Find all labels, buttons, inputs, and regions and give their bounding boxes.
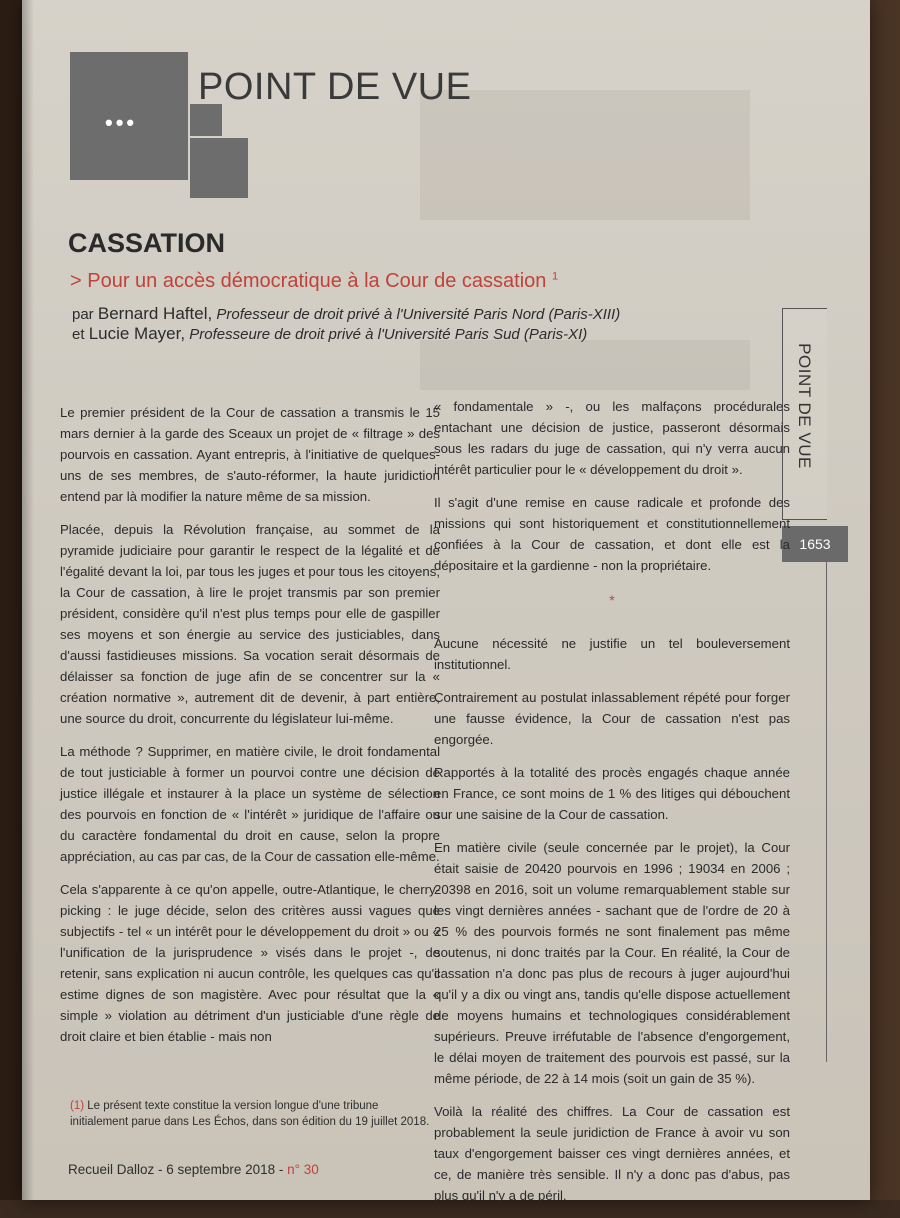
header-title: POINT DE VUE xyxy=(198,66,472,108)
logo-square-medium xyxy=(190,138,248,198)
section-title: CASSATION xyxy=(68,228,226,258)
subtitle-text: > Pour un accès démocratique à la Cour de cassation xyxy=(70,270,547,292)
section-separator: * xyxy=(609,592,615,608)
author-name: Lucie Mayer, xyxy=(88,324,186,343)
author-prefix: et xyxy=(72,326,89,343)
paragraph: Rapportés à la totalité des procès engagés chaque année en France, ce sont moins de 1 % des litiges qui débouchent sur une saisine de la Cour de cassation. xyxy=(434,765,790,822)
footnote-number: (1) xyxy=(70,1100,85,1112)
paragraph: Placée, depuis la Révolution française, au sommet de la pyramide judiciaire pour garantir le respect de la légalité et de l'égalité devant la loi, par tous les juges et pour tous les citoyens, la Cour de cassation, à lire le projet transmis par son premier président, considère qu'il n'est plus temps pour elle de gaspiller ses moyens et son énergie au service des justiciables, dans d'aussi fastidieuses missions. Sa vocation serait désormais de délaisser sa fonction de juge afin de se concentrer sur la « création normative », autrement dit de devenir, à part entière, une source du droit, concurrente du législateur lui-même. xyxy=(60,522,440,726)
paragraph: Aucune nécessité ne justifie un tel bouleversement institutionnel. xyxy=(434,636,790,672)
footnote xyxy=(70,1098,430,1130)
subtitle-footnote-mark: 1 xyxy=(551,270,559,283)
logo-dots: ••• xyxy=(105,110,138,135)
footer-journal: Recueil Dalloz - 6 septembre 2018 - xyxy=(68,1162,288,1177)
author-line xyxy=(72,324,620,344)
paragraph: Le premier président de la Cour de cassation a transmis le 15 mars dernier à la garde des Sceaux un projet de « filtrage » des pourvois en cassation. Ayant entrepris, à l'initiative de quelques-uns de ses membres, de s'auto-réformer, la haute juridiction entend par là modifier la nature même de sa mission. xyxy=(60,405,440,504)
paragraph: « fondamentale » -, ou les malfaçons procédurales entachant une décision de justice, passeront désormais sous les radars du juge de cassation, qui n'y verra aucun intérêt particulier pour le « développement du droit ». xyxy=(434,399,790,477)
paragraph: Cela s'apparente à ce qu'on appelle, outre-Atlantique, le cherry-picking : le juge décide, selon des critères aussi vagues que subjectifs - tel « un intérêt pour le développement du droit » ou « l'unification de la jurisprudence » visés dans le projet -, de retenir, sans explication ni aucun contrôle, les quelques cas qu'il estime dignes de son magistère. Avec pour résultat que la « simple » violation au détriment d'un justiciable d'une règle de droit claire et bien établie - mais non xyxy=(60,882,440,1044)
page-fold-shadow xyxy=(22,0,34,1200)
authors xyxy=(72,304,620,344)
author-prefix: par xyxy=(72,306,98,323)
footer-issue: n° 30 xyxy=(287,1162,319,1177)
footnote-text: Le présent texte constitue la version longue d'une tribune initialement parue dans Les Échos, dans son édition du 19 juillet 2018. xyxy=(70,1100,430,1128)
right-column xyxy=(434,396,790,1218)
side-tab-label: POINT DE VUE xyxy=(795,343,814,469)
page-number: 1653 xyxy=(782,526,848,562)
paragraph: La méthode ? Supprimer, en matière civile, le droit fondamental de tout justiciable à former un pourvoi contre une décision de justice illégale et instaurer à la place un système de sélection des pourvois en fonction de « l'intérêt » juridique de l'affaire ou du caractère fondamental du droit en cause, selon la propre appréciation, au cas par cas, de la Cour de cassation elle-même. xyxy=(60,744,440,864)
side-rule xyxy=(826,562,827,1062)
author-title: Professeure de droit privé à l'Université Paris Sud (Paris-XI) xyxy=(189,326,588,343)
show-through-block xyxy=(420,90,750,220)
paragraph: Il s'agit d'une remise en cause radicale et profonde des missions qui sont historiquement et constitutionnellement confiées à la Cour de cassation, et dont elle est la dépositaire et la gardienne - non la propriétaire. xyxy=(434,495,790,573)
author-line xyxy=(72,304,620,324)
paragraph: En matière civile (seule concernée par le projet), la Cour était saisie de 20420 pourvois en 1996 ; 19034 en 2006 ; 20398 en 2016, soit un volume remarquablement stable sur les vingt dernières années - sachant que de l'ordre de 20 à 25 % des pourvois formés ne sont finalement pas même soutenus, ni donc traités par la Cour. En réalité, la Cour de cassation n'a donc pas plus de recours à juger aujourd'hui qu'il y a dix ou vingt ans, tandis qu'elle dispose actuellement de moyens humains et technologiques considérablement supérieurs. Preuve irréfutable de l'absence d'engorgement, le délai moyen de traitement des pourvois est passé, sur la même période, de 22 à 14 mois (soit un gain de 35 %). xyxy=(434,840,790,1086)
page-footer xyxy=(68,1162,319,1177)
paragraph: Voilà la réalité des chiffres. La Cour de cassation est probablement la seule juridiction de France à avoir vu son taux d'engorgement baisser ces vingt dernières années, et ce, de manière très sensible. Il n'y a donc pas d'abus, pas plus qu'il n'y a de péril. xyxy=(434,1104,790,1203)
show-through-block xyxy=(420,340,750,390)
paragraph: Contrairement au postulat inlassablement répété pour forger une fausse évidence, la Cour de cassation n'est pas engorgée. xyxy=(434,690,790,747)
article-subtitle xyxy=(70,270,558,293)
left-column xyxy=(60,402,440,1059)
author-title: Professeur de droit privé à l'Université Paris Nord (Paris-XIII) xyxy=(216,306,621,323)
author-name: Bernard Haftel, xyxy=(97,304,213,323)
